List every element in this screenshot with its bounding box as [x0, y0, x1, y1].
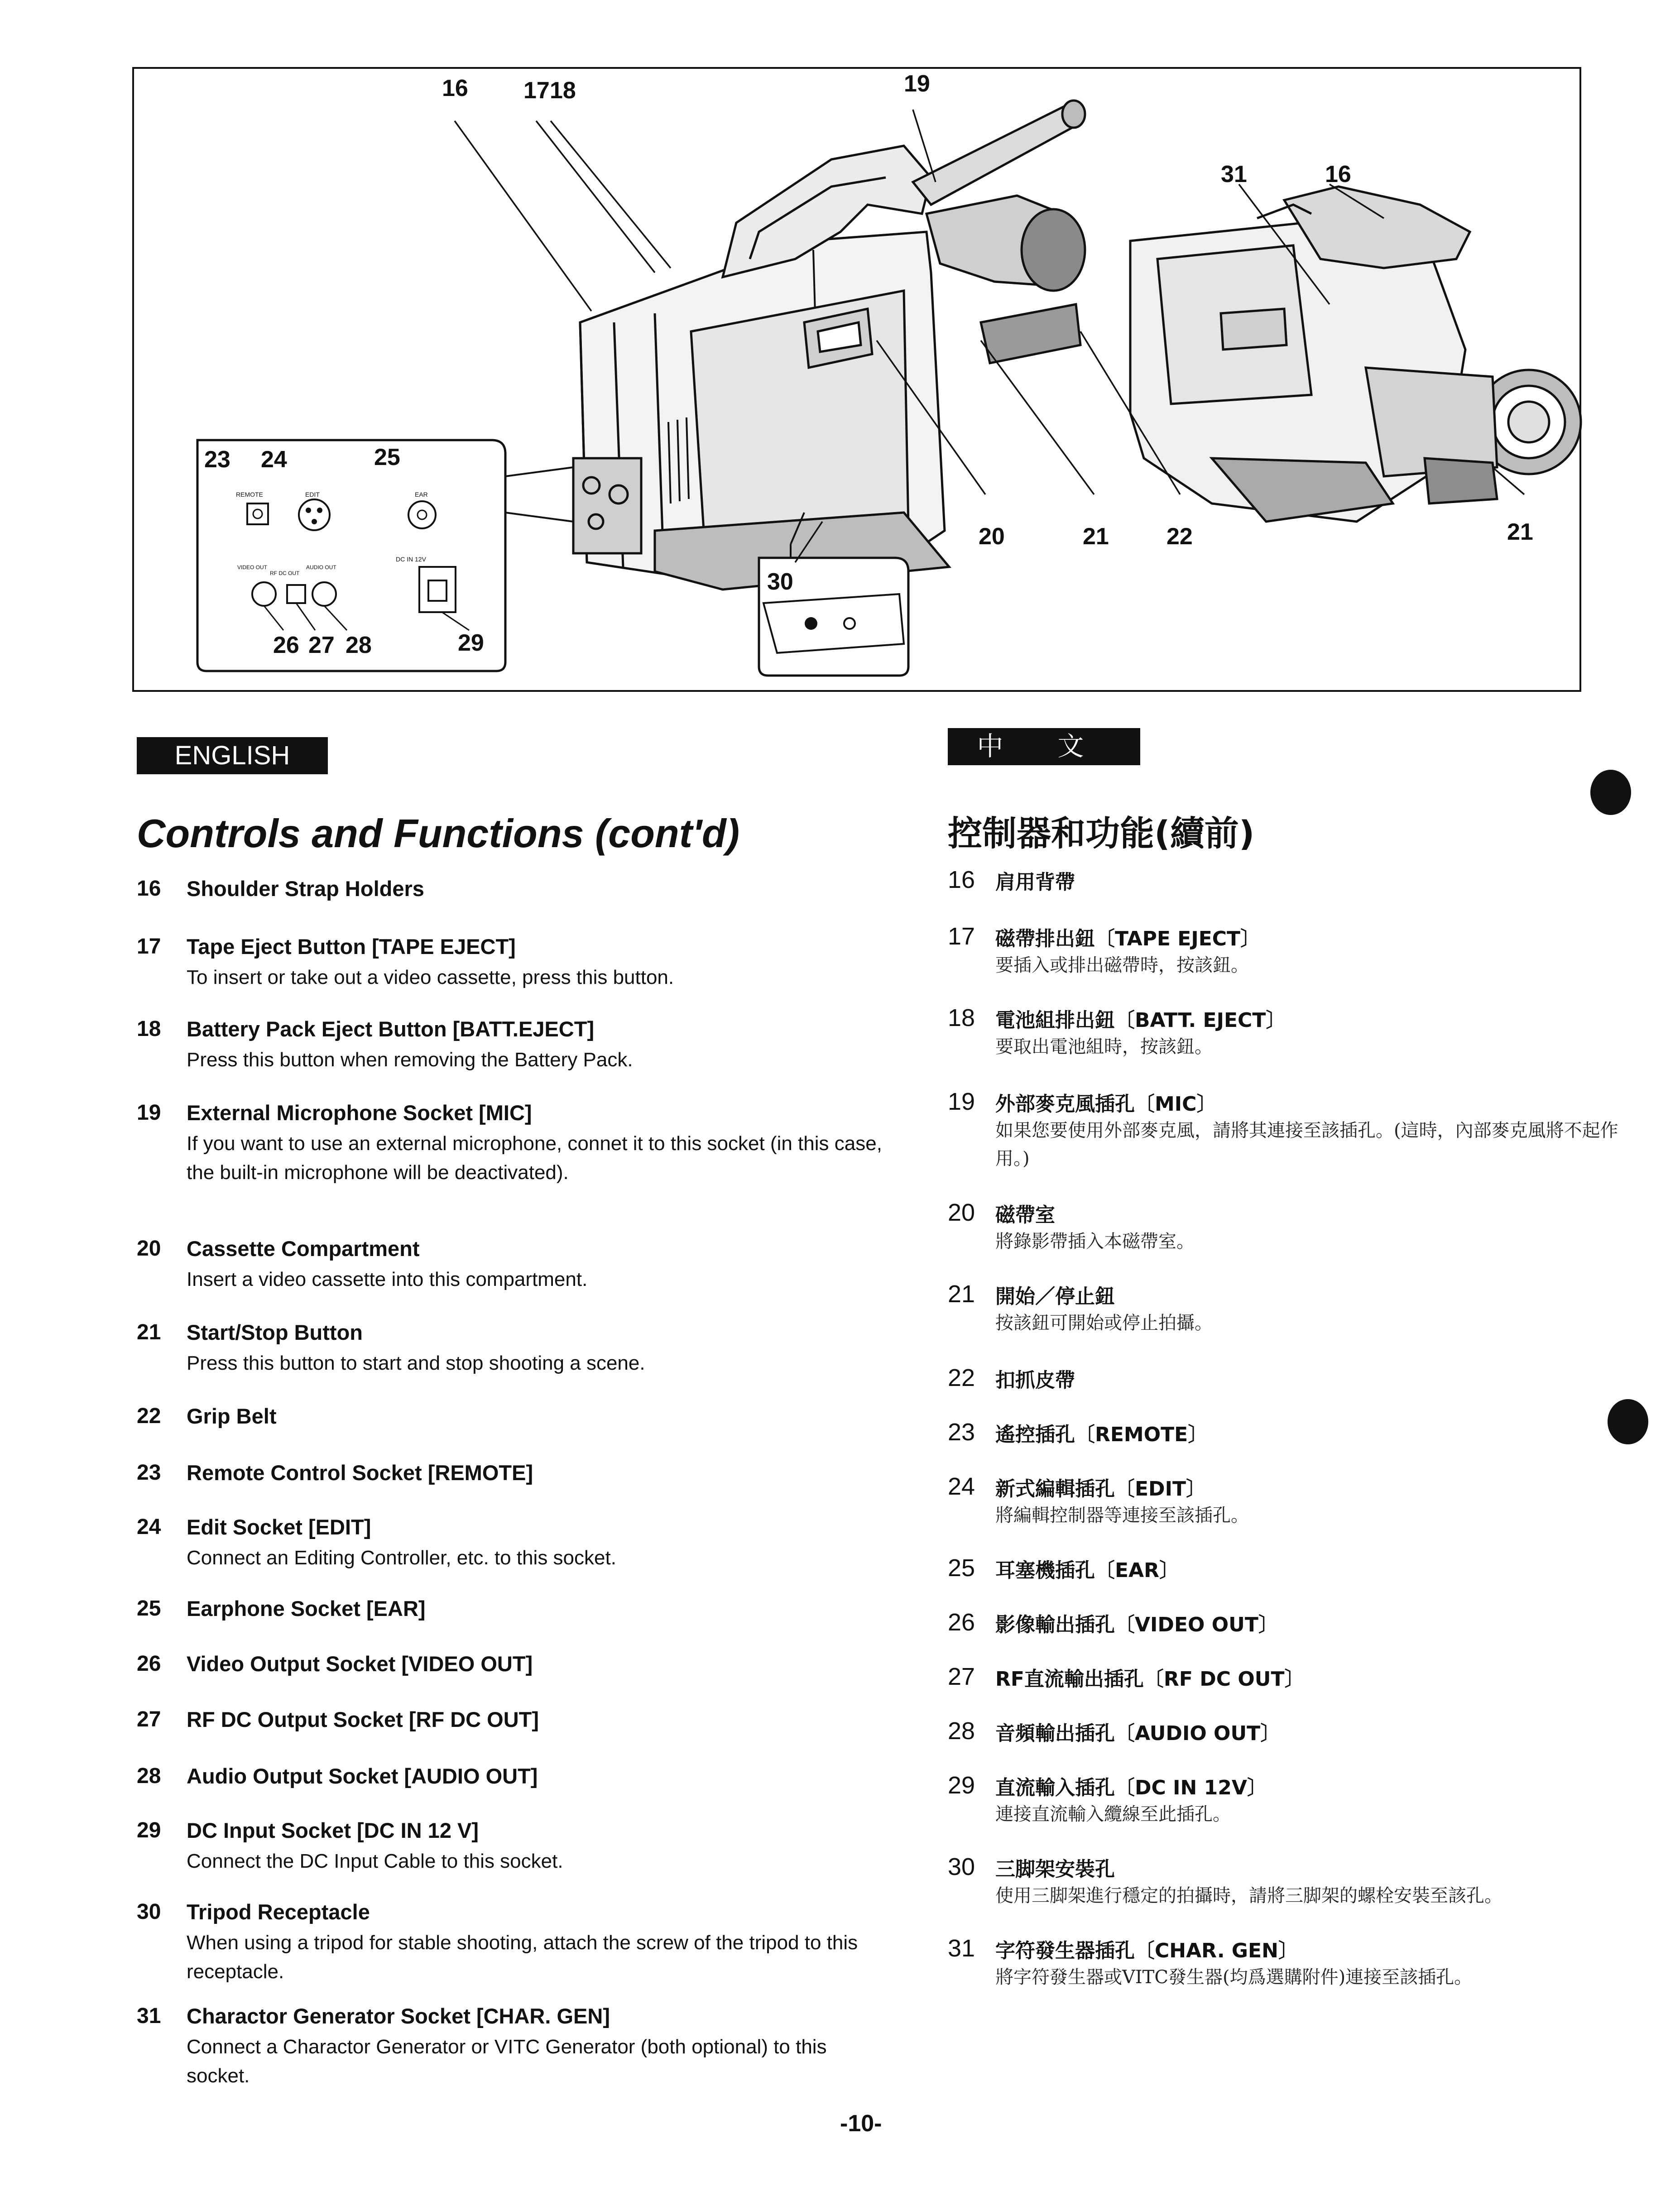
callout-29: 29 [458, 630, 484, 656]
item-number: 28 [137, 1764, 161, 1788]
item-description: Press this button when removing the Battery Pack. [187, 1049, 633, 1071]
edit-panel-label: EDIT [305, 491, 320, 498]
item-description: Connect an Editing Controller, etc. to this socket. [187, 1547, 616, 1569]
item-number: 17 [948, 923, 975, 950]
item-number: 20 [137, 1237, 161, 1261]
item-description: 將字符發生器或VITC發生器(均爲選購附件)連接至該插孔。 [995, 1967, 1473, 1988]
item-heading: 電池組排出鈕〔BATT. EJECT〕 [995, 1009, 1286, 1032]
item-number: 30 [948, 1853, 975, 1880]
callout-24: 24 [261, 446, 287, 473]
item-description: Press this button to start and stop shooting a scene. [187, 1352, 645, 1374]
item-heading: 外部麥克風插孔〔MIC〕 [995, 1093, 1217, 1116]
item-number: 16 [137, 877, 161, 901]
item-number: 26 [137, 1652, 161, 1676]
item-description: When using a tripod for stable shooting, attach the screw of the tripod to this receptacle. [187, 1932, 858, 1983]
binder-hole-bottom [1608, 1399, 1648, 1444]
item-heading: Charactor Generator Socket [CHAR. GEN] [187, 2004, 610, 2028]
camcorder-left-view [573, 101, 1085, 590]
item-number: 27 [948, 1663, 975, 1690]
callout-30: 30 [767, 569, 793, 595]
item-heading: 影像輸出插孔〔VIDEO OUT〕 [995, 1613, 1278, 1636]
page-number: -10- [840, 2110, 882, 2137]
callout-31: 31 [1221, 161, 1247, 187]
callout-23: 23 [204, 446, 230, 473]
callout-16a: 16 [442, 75, 468, 101]
english-tab: ENGLISH [137, 737, 328, 774]
item-heading: Earphone Socket [EAR] [187, 1597, 426, 1620]
item-description: If you want to use an external microphone, connet it to this socket (in this case, the built-in microphone will be deactivated). [187, 1132, 882, 1184]
callout-16b: 16 [1325, 161, 1351, 187]
item-number: 23 [137, 1461, 161, 1485]
item-number: 27 [137, 1707, 161, 1731]
item-number: 21 [948, 1280, 975, 1308]
item-description: 按該鈕可開始或停止拍攝。 [995, 1313, 1213, 1333]
item-number: 18 [948, 1004, 975, 1031]
item-heading: 音頻輸出插孔〔AUDIO OUT〕 [995, 1722, 1281, 1745]
callout-20: 20 [979, 523, 1005, 550]
item-number: 24 [948, 1473, 975, 1500]
item-heading: Video Output Socket [VIDEO OUT] [187, 1652, 533, 1676]
item-number: 29 [948, 1772, 975, 1799]
english-section-title: Controls and Functions (cont'd) [137, 811, 739, 856]
item-heading: 字符發生器插孔〔CHAR. GEN〕 [995, 1939, 1298, 1962]
item-heading: Remote Control Socket [REMOTE] [187, 1461, 533, 1485]
item-heading: 三脚架安裝孔 [995, 1858, 1115, 1881]
item-description: 使用三脚架進行穩定的拍攝時，請將三脚架的螺栓安裝至該孔。 [995, 1885, 1502, 1906]
binder-hole-top [1590, 770, 1631, 815]
item-heading: 耳塞機插孔〔EAR〕 [995, 1559, 1179, 1582]
callout-27: 27 [308, 632, 335, 658]
item-number: 30 [137, 1900, 161, 1924]
video-out-panel-label: VIDEO OUT [237, 564, 268, 571]
dc-in-panel-label: DC IN 12V [396, 556, 426, 563]
item-number: 26 [948, 1609, 975, 1636]
callout-22: 22 [1166, 523, 1193, 550]
item-heading: DC Input Socket [DC IN 12 V] [187, 1818, 479, 1842]
camcorder-illustration [134, 69, 1583, 694]
item-heading: Tape Eject Button [TAPE EJECT] [187, 935, 516, 959]
item-heading: 磁帶室 [995, 1203, 1055, 1227]
item-heading: 開始／停止鈕 [995, 1285, 1115, 1308]
item-number: 21 [137, 1320, 161, 1344]
item-number: 19 [137, 1101, 161, 1125]
item-number: 16 [948, 866, 975, 893]
figure-frame [132, 67, 1581, 692]
camcorder-right-view [1130, 187, 1581, 522]
item-heading: 扣抓皮帶 [995, 1369, 1075, 1392]
remote-panel-label: REMOTE [236, 491, 263, 498]
callout-18: 18 [550, 77, 576, 104]
item-number: 20 [948, 1199, 975, 1226]
audio-out-panel-label: AUDIO OUT [306, 564, 336, 571]
item-description: Connect the DC Input Cable to this socket. [187, 1850, 563, 1872]
socket-panel-inset [197, 440, 573, 671]
item-heading: Cassette Compartment [187, 1237, 420, 1261]
item-number: 28 [948, 1717, 975, 1745]
item-description: 要插入或排出磁帶時，按該鈕。 [995, 955, 1249, 976]
item-heading: Grip Belt [187, 1404, 277, 1428]
rf-dc-out-panel-label: RF DC OUT [270, 570, 300, 576]
chinese-section-title: 控制器和功能(續前) [948, 813, 1255, 853]
ear-panel-label: EAR [415, 491, 428, 498]
item-number: 23 [948, 1419, 975, 1446]
item-description: 要取出電池組時，按該鈕。 [995, 1036, 1213, 1057]
callout-19: 19 [904, 71, 930, 97]
item-description: 連接直流輸入纜線至此插孔。 [995, 1804, 1231, 1825]
item-description: Connect a Charactor Generator or VITC Generator (both optional) to this socket. [187, 2036, 827, 2087]
item-heading: RF DC Output Socket [RF DC OUT] [187, 1707, 539, 1731]
item-heading: Edit Socket [EDIT] [187, 1515, 371, 1539]
item-heading: Audio Output Socket [AUDIO OUT] [187, 1764, 538, 1788]
chinese-tab: 中文 [948, 728, 1140, 765]
callout-21b: 21 [1507, 519, 1533, 545]
item-number: 18 [137, 1017, 161, 1041]
item-number: 29 [137, 1818, 161, 1842]
item-description: To insert or take out a video cassette, press this button. [187, 966, 674, 988]
item-number: 22 [948, 1364, 975, 1391]
item-number: 22 [137, 1404, 161, 1428]
item-description: Insert a video cassette into this compartment. [187, 1268, 588, 1290]
item-heading: Shoulder Strap Holders [187, 877, 424, 901]
item-heading: 磁帶排出鈕〔TAPE EJECT〕 [995, 927, 1261, 950]
item-number: 31 [137, 2004, 161, 2028]
item-heading: Tripod Receptacle [187, 1900, 370, 1924]
callout-25: 25 [374, 444, 400, 470]
callout-21a: 21 [1083, 523, 1109, 550]
item-heading: Start/Stop Button [187, 1320, 363, 1344]
callout-28: 28 [346, 632, 372, 658]
item-number: 25 [948, 1554, 975, 1582]
callout-17: 17 [523, 77, 550, 104]
item-heading: 肩用背帶 [995, 871, 1075, 894]
item-heading: RF直流輸出插孔〔RF DC OUT〕 [995, 1668, 1305, 1691]
item-heading: External Microphone Socket [MIC] [187, 1101, 532, 1125]
item-number: 17 [137, 935, 161, 959]
item-description: 將編輯控制器等連接至該插孔。 [995, 1505, 1249, 1526]
item-description: 如果您要使用外部麥克風，請將其連接至該插孔。(這時，內部麥克風將不起作用。) [995, 1120, 1618, 1169]
item-heading: Battery Pack Eject Button [BATT.EJECT] [187, 1017, 595, 1041]
item-number: 24 [137, 1515, 161, 1539]
item-number: 19 [948, 1088, 975, 1115]
callout-26: 26 [273, 632, 299, 658]
item-number: 31 [948, 1935, 975, 1962]
item-number: 25 [137, 1597, 161, 1620]
item-description: 將錄影帶插入本磁帶室。 [995, 1231, 1195, 1252]
item-heading: 遙控插孔〔REMOTE〕 [995, 1423, 1208, 1446]
item-heading: 新式編輯插孔〔EDIT〕 [995, 1477, 1206, 1501]
item-heading: 直流輸入插孔〔DC IN 12V〕 [995, 1776, 1267, 1799]
